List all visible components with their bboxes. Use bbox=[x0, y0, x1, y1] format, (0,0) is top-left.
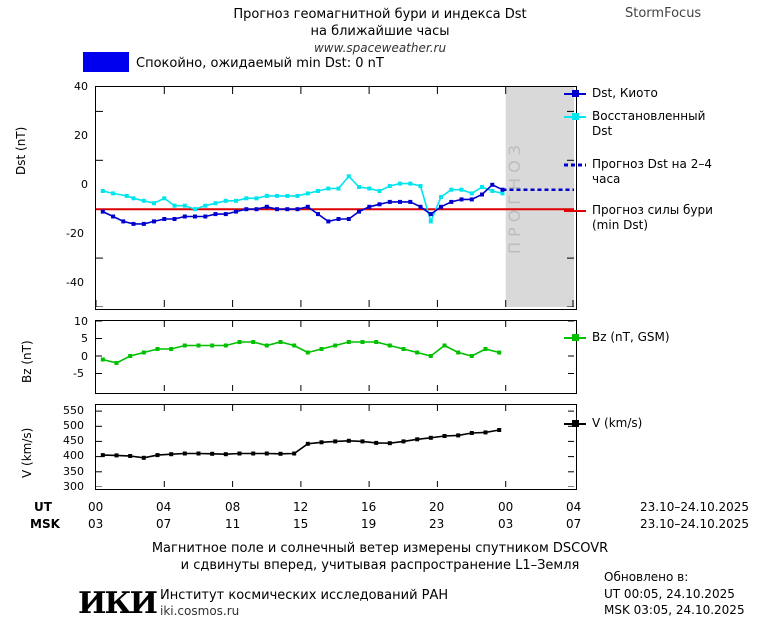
footer-note-line2: и сдвинуты вперед, учитывая распространение L1–Земля bbox=[180, 558, 580, 573]
legend-dst-kyoto bbox=[592, 86, 658, 101]
v-ytick: 550 bbox=[63, 404, 84, 417]
site-url: www.spaceweather.ru bbox=[313, 41, 447, 55]
legend-dst-restored-label: Восстановленный Dst bbox=[592, 109, 706, 138]
dst-plot-svg bbox=[96, 87, 574, 307]
updated-ut: UT 00:05, 24.10.2025 bbox=[604, 587, 735, 601]
forecast-band-label: ПРОГНОЗ bbox=[505, 140, 524, 254]
storm-forecast-swatch bbox=[564, 205, 586, 217]
dst-ytick: 40 bbox=[74, 80, 88, 93]
legend-bz-label: Bz (nT, GSM) bbox=[592, 330, 670, 344]
bz-axis-label: Bz (nT) bbox=[20, 340, 34, 383]
dst-restored-swatch bbox=[564, 111, 586, 123]
v-ytick: 300 bbox=[63, 480, 84, 493]
ut-tick: 00 bbox=[498, 500, 514, 514]
footer-note-line1: Магнитное поле и солнечный ветер измерены спутником DSCOVR bbox=[151, 541, 609, 556]
institute-name: Институт космических исследований РАН bbox=[160, 588, 449, 603]
dst-forecast-swatch bbox=[564, 159, 586, 171]
msk-axis-row bbox=[30, 517, 60, 531]
status-text: Спокойно, ожидаемый min Dst: 0 nT bbox=[136, 56, 384, 71]
msk-tick: 11 bbox=[225, 517, 241, 531]
msk-tick: 15 bbox=[293, 517, 309, 531]
ut-tick: 08 bbox=[225, 500, 241, 514]
bz-swatch bbox=[564, 332, 586, 344]
v-plot bbox=[95, 404, 577, 490]
dst-axis-label: Dst (nT) bbox=[14, 126, 28, 175]
dst-kyoto-swatch bbox=[564, 88, 586, 100]
ut-tick: 20 bbox=[429, 500, 445, 514]
bz-ytick: -5 bbox=[73, 367, 84, 380]
date-range-msk: 23.10–24.10.2025 bbox=[640, 517, 750, 531]
page-title: Прогноз геомагнитной бури и индекса Dst bbox=[233, 7, 527, 22]
date-range-ut: 23.10–24.10.2025 bbox=[640, 500, 750, 514]
legend-dst-kyoto-label: Dst, Киото bbox=[592, 86, 658, 100]
status-color-swatch bbox=[83, 52, 129, 72]
v-axis-label: V (km/s) bbox=[20, 427, 34, 478]
msk-tick: 07 bbox=[566, 517, 582, 531]
msk-tick: 19 bbox=[361, 517, 377, 531]
updated-msk: MSK 03:05, 24.10.2025 bbox=[604, 603, 745, 617]
v-series bbox=[103, 430, 499, 458]
bz-series bbox=[103, 342, 499, 363]
dst-ytick: 0 bbox=[81, 178, 88, 191]
ut-tick: 04 bbox=[566, 500, 582, 514]
bz-ytick: 5 bbox=[81, 332, 88, 345]
brand-label: StormFocus bbox=[625, 6, 702, 21]
msk-tick: 07 bbox=[156, 517, 172, 531]
legend-storm-forecast-label: Прогноз силы бури (min Dst) bbox=[592, 203, 713, 232]
msk-tick: 03 bbox=[88, 517, 104, 531]
legend-v-label: V (km/s) bbox=[592, 416, 643, 430]
legend-dst-forecast bbox=[592, 157, 722, 187]
bz-plot bbox=[95, 320, 577, 394]
institute-url[interactable]: iki.cosmos.ru bbox=[160, 604, 240, 618]
page-subtitle: на ближайшие часы bbox=[310, 24, 450, 39]
dst-ytick: -20 bbox=[66, 227, 84, 240]
bz-markers bbox=[101, 340, 501, 365]
ut-tick: 16 bbox=[361, 500, 377, 514]
v-ytick: 450 bbox=[63, 434, 84, 447]
msk-tick: 23 bbox=[429, 517, 445, 531]
legend-dst-forecast-label: Прогноз Dst на 2–4 часа bbox=[592, 157, 712, 186]
v-ytick: 500 bbox=[63, 419, 84, 432]
bz-plot-svg bbox=[96, 321, 574, 391]
iki-logo: ИКИ bbox=[78, 586, 156, 621]
legend-v bbox=[592, 416, 642, 431]
ut-tick: 12 bbox=[293, 500, 309, 514]
updated-title: Обновлено в: bbox=[604, 570, 689, 584]
ut-axis-row bbox=[34, 500, 52, 514]
v-plot-svg bbox=[96, 405, 574, 487]
dst-ytick: -40 bbox=[66, 276, 84, 289]
dst-plot bbox=[95, 86, 577, 310]
legend-storm-forecast bbox=[592, 203, 722, 233]
ut-tick: 04 bbox=[156, 500, 172, 514]
ut-tick: 00 bbox=[88, 500, 104, 514]
v-ytick: 400 bbox=[63, 449, 84, 462]
dst-ytick: 20 bbox=[74, 129, 88, 142]
msk-tick: 03 bbox=[498, 517, 514, 531]
ut-label: UT bbox=[34, 500, 52, 514]
bz-ytick: 10 bbox=[74, 315, 88, 328]
legend-bz bbox=[592, 330, 670, 345]
legend-dst-restored bbox=[592, 109, 712, 139]
v-swatch bbox=[564, 418, 586, 430]
msk-label: MSK bbox=[30, 517, 60, 531]
v-ytick: 350 bbox=[63, 465, 84, 478]
bz-ytick: 0 bbox=[81, 350, 88, 363]
